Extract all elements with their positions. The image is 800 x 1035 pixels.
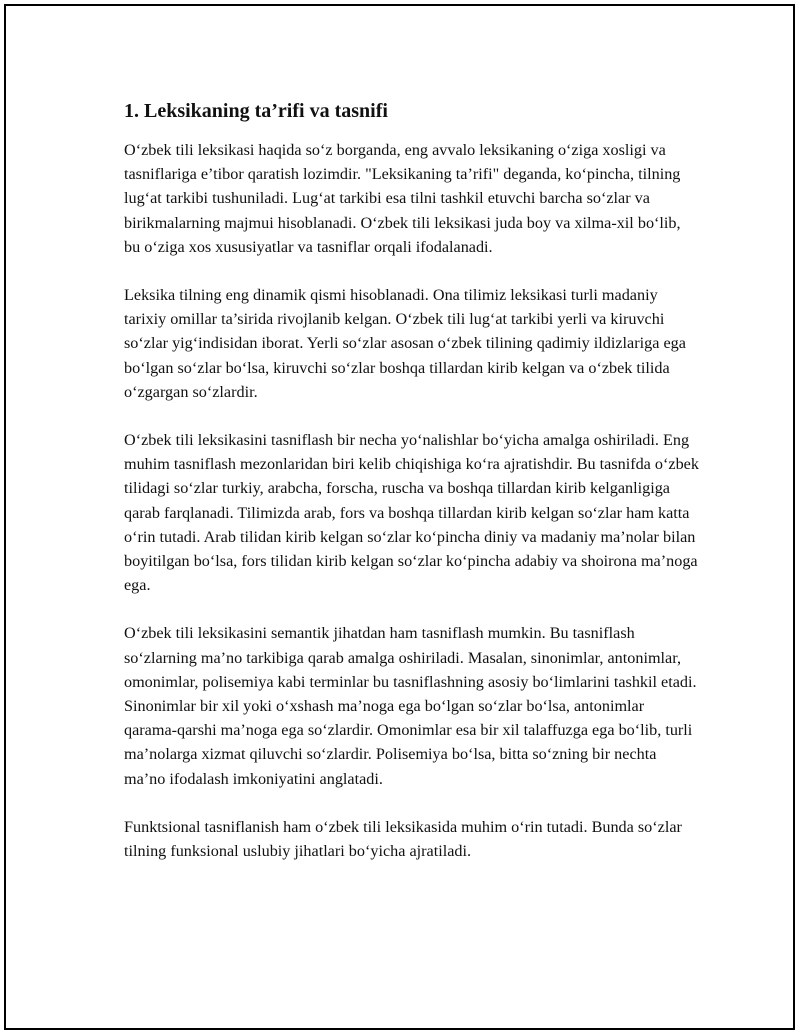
paragraph-5: Funktsional tasniflanish ham o‘zbek tili leksikasida muhim o‘rin tutadi. Bunda so‘zlar tilning funksional uslubiy jihatlari bo‘yicha ajratiladi. <box>124 817 682 861</box>
paragraph-2: Leksika tilning eng dinamik qismi hisoblanadi. Ona tilimiz leksikasi turli madaniy tarixiy omillar ta’sirida rivojlanib kelgan. O‘zbek tili lug‘at tarkibi yerli va kiruvchi so‘zlar yig‘indisidan iborat. Yerli so‘zlar asosan o‘zbek tilining qadimiy ildizlariga ega bo‘lgan so‘zlar bo‘lsa, kiruvchi so‘zlar boshqa tillardan kirib kelgan va o‘zbek tilida o‘zgargan so‘zlardir. <box>124 286 686 401</box>
paragraph-1: O‘zbek tili leksikasi haqida so‘z borganda, eng avvalo leksikaning o‘ziga xosligi va tasniflariga e’tibor qaratish lozimdir. "Leksikaning ta’rifi" deganda, ko‘pincha, tilning lug‘at tarkibi tushuniladi. Lug‘at tarkibi esa tilni tashkil etuvchi barcha so‘zlar va birikmalarning majmui hisoblanadi. O‘zbek tili leksikasi juda boy va xilma-xil bo‘lib, bu o‘ziga xos xususiyatlar va tasniflar orqali ifodalanadi. <box>124 141 681 256</box>
paragraph-3: O‘zbek tili leksikasini tasniflash bir necha yo‘nalishlar bo‘yicha amalga oshiriladi. Eng muhim tasniflash mezonlaridan biri kelib chiqishiga ko‘ra ajratishdir. Bu tasnifda o‘zbek tilidagi so‘zlar turkiy, arabcha, forscha, ruscha va boshqa tillardan kirib kelganligiga qarab farqlanadi. Tilimizda arab, fors va boshqa tillardan kirib kelgan so‘zlar ham katta o‘rin tutadi. Arab tilidan kirib kelgan so‘zlar ko‘pincha diniy va madaniy ma’nolar bilan boyitilgan bo‘lsa, fors tilidan kirib kelgan so‘zlar ko‘pincha adabiy va shoirona ma’noga ega. <box>124 431 699 595</box>
document-body <box>124 96 699 887</box>
paragraph-4: O‘zbek tili leksikasini semantik jihatdan ham tasniflash mumkin. Bu tasniflash so‘zlarning ma’no tarkibiga qarab amalga oshiriladi. Masalan, sinonimlar, antonimlar, omonimlar, polisemiya kabi terminlar bu tasniflashning asosiy bo‘limlarini tashkil etadi. Sinonimlar bir xil yoki o‘xshash ma’noga ega bo‘lgan so‘zlar bo‘lsa, antonimlar qarama-qarshi ma’noga ega so‘zlardir. Omonimlar esa bir xil talaffuzga ega bo‘lib, turli ma’nolarga xizmat qiluvchi so‘zlardir. Polisemiya bo‘lsa, bitta so‘zning bir nechta ma’no ifodalash imkoniyatini anglatadi. <box>124 624 697 788</box>
page-frame <box>4 4 795 1030</box>
section-heading: 1. Leksikaning ta’rifi va tasnifi <box>124 100 388 122</box>
